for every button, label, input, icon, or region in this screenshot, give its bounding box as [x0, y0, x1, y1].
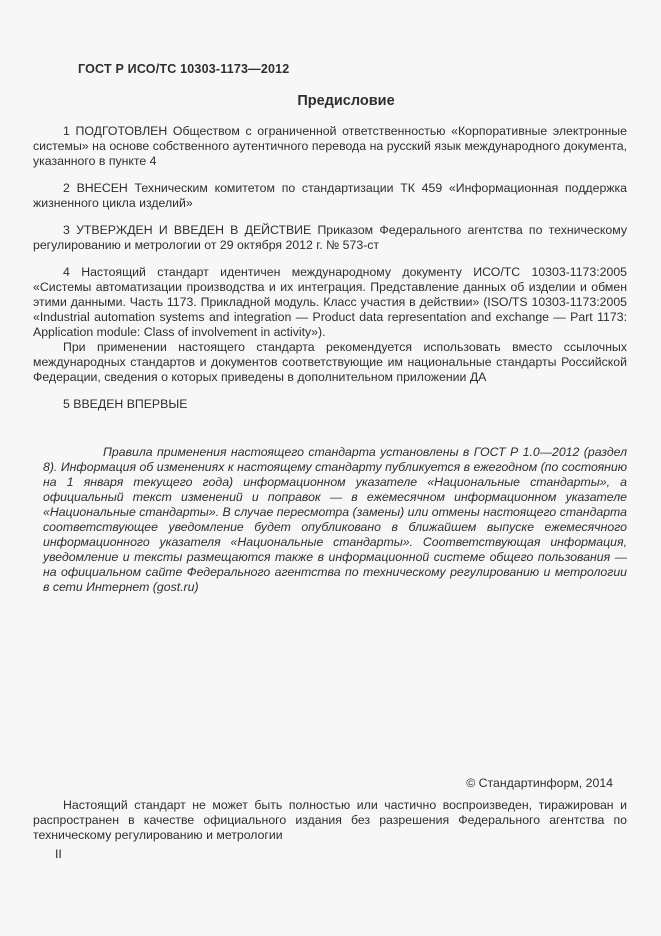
foreword-item-4: 4 Настоящий стандарт идентичен международному документу ИСО/ТС 10303-1173:2005 «Системы автоматизации производства и их интеграция. Представление данных об изделии и обмен этими данными. Часть 1173. Прикладной модуль. Класс участия в действии» (ISO/TS 10303-1173:2005 «Industrial automation systems and integration — Product data representation and exchange — Part 1173: Application module: Class of involvement in activity»).: [33, 265, 627, 339]
foreword-body: [33, 124, 627, 595]
foreword-item-4-note: При применении настоящего стандарта рекомендуется использовать вместо ссылочных международных стандартов и документов соответствующие им национальные стандарты Российской Федерации, сведения о которых приведены в дополнительном приложении ДА: [33, 340, 627, 384]
application-rules-note: Правила применения настоящего стандарта установлены в ГОСТ Р 1.0—2012 (раздел 8). Информация об изменениях к настоящему стандарту публикуется в ежегодном (по состоянию на 1 января текущего года) информационном указателе «Национальные стандарты», а официальный текст изменений и поправок — в ежемесячном информационном указателе «Национальные стандарты». В случае пересмотра (замены) или отмены настоящего стандарта соответствующее уведомление будет опубликовано в ближайшем выпуске ежемесячного информационного указателя «Национальные стандарты». Соответствующая информация, уведомление и тексты размещаются также в информационной системе общего пользования — на официальном сайте Федерального агентства по техническому регулированию и метрологии в сети Интернет (gost.ru): [43, 445, 627, 594]
page-title: Предисловие: [297, 93, 395, 109]
standard-code-header: ГОСТ Р ИСО/ТС 10303-1173—2012: [78, 62, 290, 76]
foreword-item-2: 2 ВНЕСЕН Техническим комитетом по стандартизации ТК 459 «Информационная поддержка жизненного цикла изделий»: [33, 181, 627, 210]
foreword-item-1: 1 ПОДГОТОВЛЕН Обществом с ограниченной ответственностью «Корпоративные электронные системы» на основе собственного аутентичного перевода на русский язык международного документа, указанного в пункте 4: [33, 124, 627, 168]
foreword-item-3: 3 УТВЕРЖДЕН И ВВЕДЕН В ДЕЙСТВИЕ Приказом Федерального агентства по техническому регулированию и метрологии от 29 октября 2012 г. № 573-ст: [33, 223, 627, 252]
page-number: II: [55, 847, 62, 861]
copyright-line: © Стандартинформ, 2014: [466, 776, 613, 790]
reproduction-restriction-note: Настоящий стандарт не может быть полностью или частично воспроизведен, тиражирован и распространен в качестве официального издания без разрешения Федерального агентства по техническому регулированию и метрологии: [33, 798, 627, 842]
foreword-item-5: 5 ВВЕДЕН ВПЕРВЫЕ: [63, 397, 188, 411]
